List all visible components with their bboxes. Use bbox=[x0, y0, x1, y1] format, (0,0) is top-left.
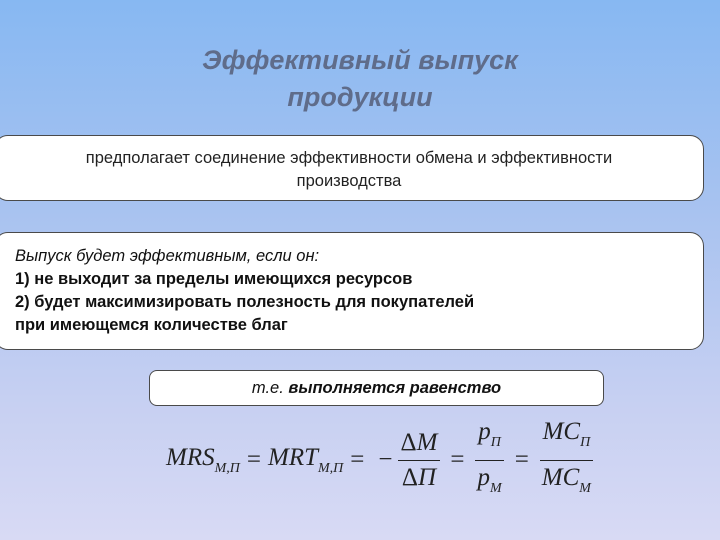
conditions-box bbox=[0, 232, 704, 350]
formula-equals: = bbox=[246, 446, 261, 473]
equality-note-emphasis: выполняется равенство bbox=[288, 379, 502, 397]
definition-line-1: предполагает соединение эффективности обмена и эффективности bbox=[85, 149, 613, 167]
page-title bbox=[0, 42, 720, 116]
equality-note-prefix: т.е. bbox=[251, 379, 289, 397]
definition-line-2: производства bbox=[296, 172, 402, 190]
condition-item: 1) не выходит за пределы имеющихся ресурсов bbox=[15, 270, 413, 288]
title-line-1: Эффективный выпуск bbox=[202, 45, 518, 75]
formula-equals: = bbox=[514, 446, 529, 473]
formula-minus: − bbox=[378, 446, 393, 473]
equality-note-box bbox=[149, 370, 604, 406]
condition-item: при имеющемся количестве благ bbox=[15, 316, 288, 334]
definition-box bbox=[0, 135, 704, 201]
formula-fraction-prices: $\frac{p_П}{p_M}$ bbox=[475, 417, 505, 504]
formula-equals: = bbox=[350, 446, 365, 473]
conditions-intro: Выпуск будет эффективным, если он: bbox=[15, 247, 320, 265]
formula-fraction-delta: $\frac{\Delta M}{\Delta П}$ bbox=[398, 428, 441, 493]
title-line-2: продукции bbox=[287, 82, 433, 112]
efficiency-formula bbox=[166, 417, 596, 500]
formula-mrt: $MRT_{М,П}$ bbox=[268, 443, 344, 476]
formula-equals: = bbox=[450, 446, 465, 473]
formula-fraction-costs: $\frac{MC_П}{MC_M}$ bbox=[539, 417, 594, 504]
condition-item: 2) будет максимизировать полезность для покупателей bbox=[15, 293, 475, 311]
formula-mrs: $MRS_{М,П}$ bbox=[166, 443, 240, 476]
